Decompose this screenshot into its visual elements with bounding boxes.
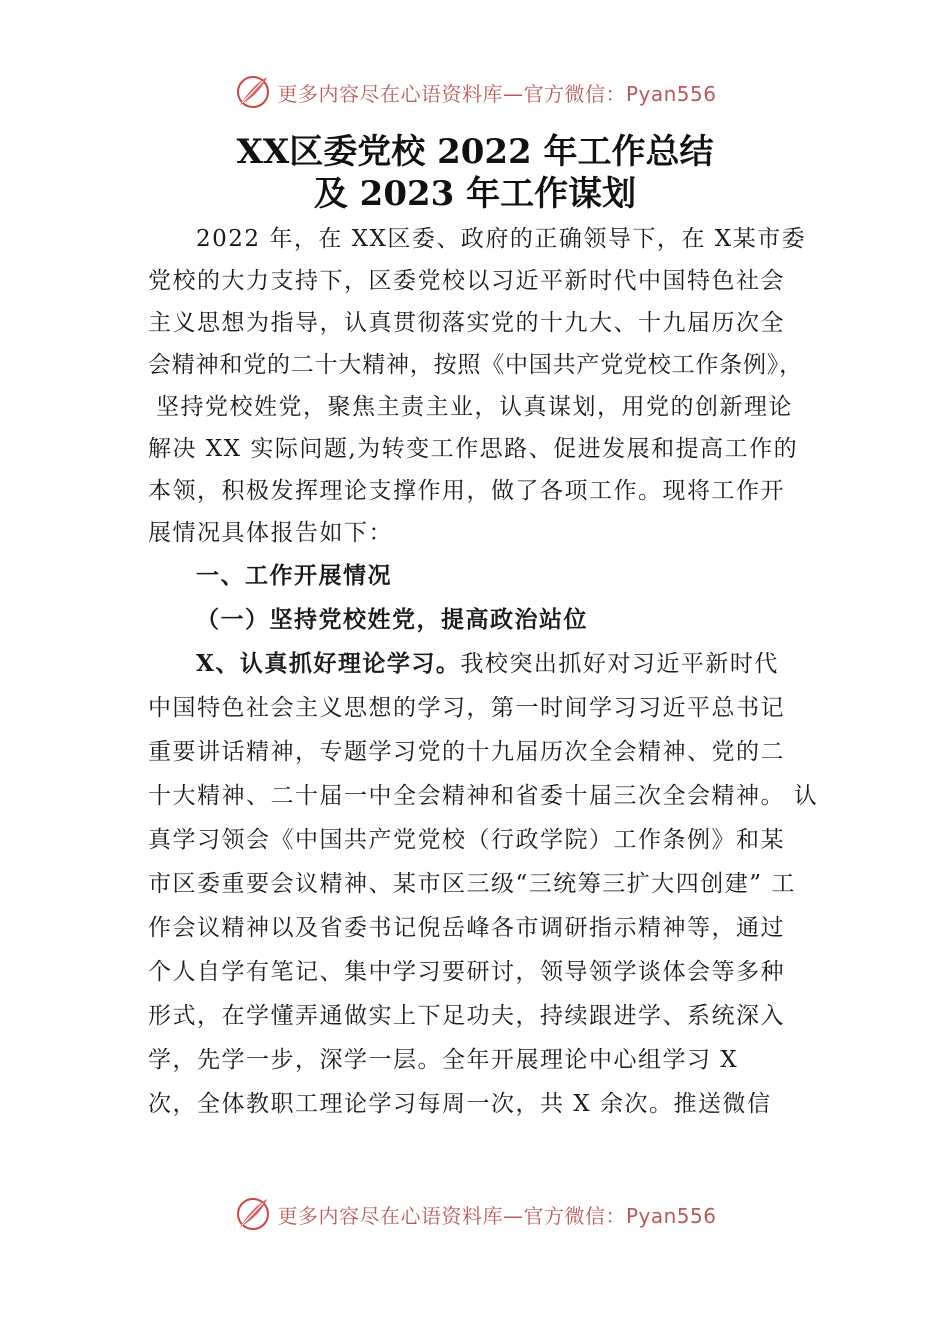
intro-line-7: 本领，积极发挥理论支撑作用，做了各项工作。现将工作开: [148, 478, 785, 504]
watermark-text: 更多内容尽在心语资料库—官方微信：Pyan556: [277, 1203, 717, 1228]
para2-line-10: 学，先学一步，深学一层。全年开展理论中心组学习 X: [148, 1047, 739, 1073]
intro-line-2: 党校的大力支持下，区委党校以习近平新时代中国特色社会: [148, 268, 785, 294]
para2-line-1-text: 我校突出抓好对习近平新时代: [460, 651, 779, 677]
intro-line-3: 主义思想为指导，认真贯彻落实党的十九大、十九届历次全: [148, 310, 785, 336]
intro-line-1: 2022 年，在 XX区委、政府的正确领导下，在 X某市委: [196, 226, 807, 252]
document-title-line1: XX区委党校 2022 年工作总结: [236, 132, 714, 172]
section-heading-1: 一、工作开展情况: [196, 562, 392, 589]
document-title-line2: 及 2023 年工作谋划: [313, 174, 637, 214]
feather-circle-logo-icon: [233, 1194, 273, 1234]
para2-line-11: 次，全体教职工理论学习每周一次，共 X 余次。推送微信: [148, 1091, 772, 1117]
intro-line-4: 会精神和党的二十大精神，按照《中国共产党党校工作条例》，: [148, 352, 803, 378]
para2-line-9: 形式，在学懂弄通做实上下足功夫，持续跟进学、系统深入: [148, 1003, 785, 1029]
para2-line-2: 中国特色社会主义思想的学习，第一时间学习习近平总书记: [148, 695, 785, 721]
intro-line-8: 展情况具体报告如下：: [148, 520, 393, 546]
intro-line-6: 解决 XX 实际问题,为转变工作思路、促进发展和提高工作的: [148, 436, 799, 462]
para2-line-3: 重要讲话精神，专题学习党的十九届历次全会精神、党的二: [148, 739, 785, 765]
watermark-banner-bottom: [0, 1192, 950, 1236]
para2-line-8: 个人自学有笔记、集中学习要研讨，领导领学谈体会等多种: [148, 959, 785, 985]
feather-circle-logo-icon: [233, 72, 273, 112]
watermark-text: 更多内容尽在心语资料库—官方微信：Pyan556: [277, 81, 717, 106]
para2-line-1: [196, 642, 808, 686]
subsection-heading-1: （一）坚持党校姓党，提高政治站位: [196, 606, 588, 633]
para2-line-6: 市区委重要会议精神、某市区三级“三统筹三扩大四创建” 工: [148, 871, 796, 897]
para2-line-5: 真学习领会《中国共产党党校（行政学院）工作条例》和某: [148, 827, 785, 853]
intro-line-5: 坚持党校姓党，聚焦主责主业，认真谋划，用党的创新理论: [156, 394, 793, 420]
para2-line-7: 作会议精神以及省委书记倪岳峰各市调研指示精神等，通过: [148, 915, 785, 941]
para2-lead: X、认真抓好理论学习。: [196, 650, 461, 677]
watermark-banner-top: [0, 70, 950, 114]
para2-line-4: 十大精神、二十届一中全会精神和省委十届三次全会精神。 认: [148, 783, 819, 809]
